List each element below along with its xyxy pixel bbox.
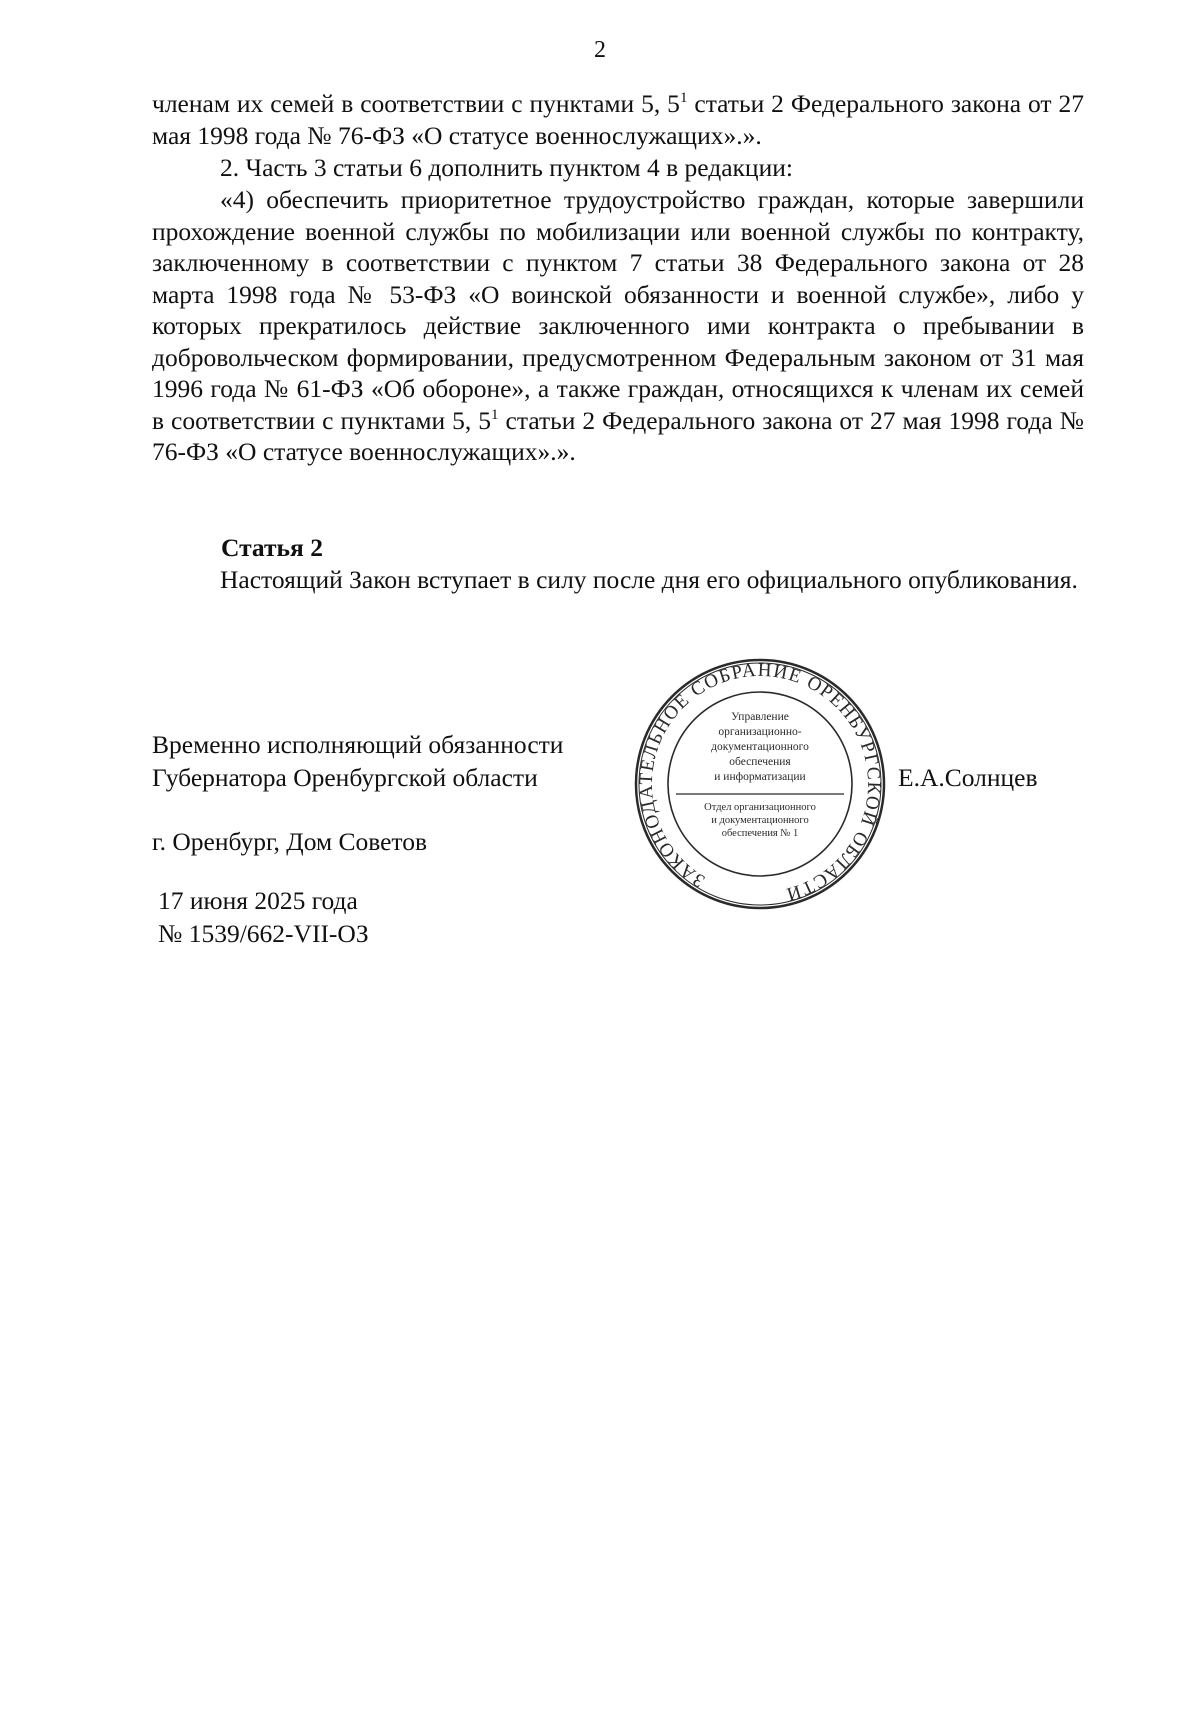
seal-upper-line: обеспечения [729, 756, 791, 768]
seal-upper-block [711, 711, 809, 783]
seal-ring-text-path: ЗАКОНОДАТЕЛЬНОЕ СОБРАНИЕ ОРЕНБУРГСКОЙ ОБЛАСТИ [635, 659, 885, 905]
superscript: 1 [679, 90, 688, 106]
signatory-position [152, 728, 563, 794]
signing-place: г. Оренбург, Дом Советов [152, 827, 428, 856]
seal-ring-text [632, 656, 888, 912]
paragraph-text: статьи 2 Федерального закона от 27 мая 1998 года № 76-ФЗ «О статусе военнослужащих».». [152, 405, 1084, 466]
paragraph-continuation [152, 88, 1084, 151]
official-seal [632, 656, 888, 912]
article-text: Настоящий Закон вступает в силу после дня его официального опубликования. [220, 565, 1078, 594]
seal-upper-line: документационного [711, 741, 809, 753]
paragraph-text: статьи 2 Федерального закона от 27 мая 1998 года № 76-ФЗ «О статусе военнослужащих».». [152, 89, 1084, 150]
law-number: № 1539/662-VII-ОЗ [158, 919, 369, 948]
signatory-position-line: Губернатора Оренбургской области [152, 763, 538, 792]
seal-upper-line: и информатизации [714, 771, 806, 783]
seal-lower-block [704, 802, 816, 839]
paragraph-text: членам их семей в соответствии с пунктами 5, 5 [152, 89, 680, 118]
seal-lower-line: и документационного [711, 815, 809, 826]
signing-date-block [158, 884, 369, 950]
signatory-name: Е.А.Солнцев [898, 763, 1038, 792]
signatory-position-line: Временно исполняющий обязанности [152, 730, 564, 759]
signing-date: 17 июня 2025 года [158, 886, 358, 915]
seal-lower-line: Отдел организационного [704, 802, 816, 813]
article-heading: Статья 2 [221, 533, 323, 562]
amendment-quote [152, 184, 1084, 468]
superscript: 1 [491, 406, 499, 423]
paragraph-text: «4) обеспечить приоритетное трудоустройство граждан, которые завершили прохождение военной службы по мобилизации или военной службы по контракту, заключенному в соответствии с пунктом 7 статьи 38 Федерального закона от 28 марта 1998 года № 53-ФЗ «О воинской обязанности и военной службе», либо у которых прекратилось действие заключенного ими контракта о пребывании в добровольческом формировании, предусмотренном Федеральным законом от 31 мая 1996 года № 61-ФЗ «Об обороне», а также граждан, относящихся к членам их семей в соответствии с пунктами 5, 5 [152, 185, 1084, 435]
seal-upper-line: организационно- [718, 726, 802, 738]
amendment-item-2: 2. Часть 3 статьи 6 дополнить пунктом 4 в редакции: [220, 153, 793, 182]
seal-upper-line: Управление [731, 711, 789, 723]
page-number: 2 [594, 37, 606, 63]
seal-lower-line: обеспечения № 1 [721, 828, 799, 839]
